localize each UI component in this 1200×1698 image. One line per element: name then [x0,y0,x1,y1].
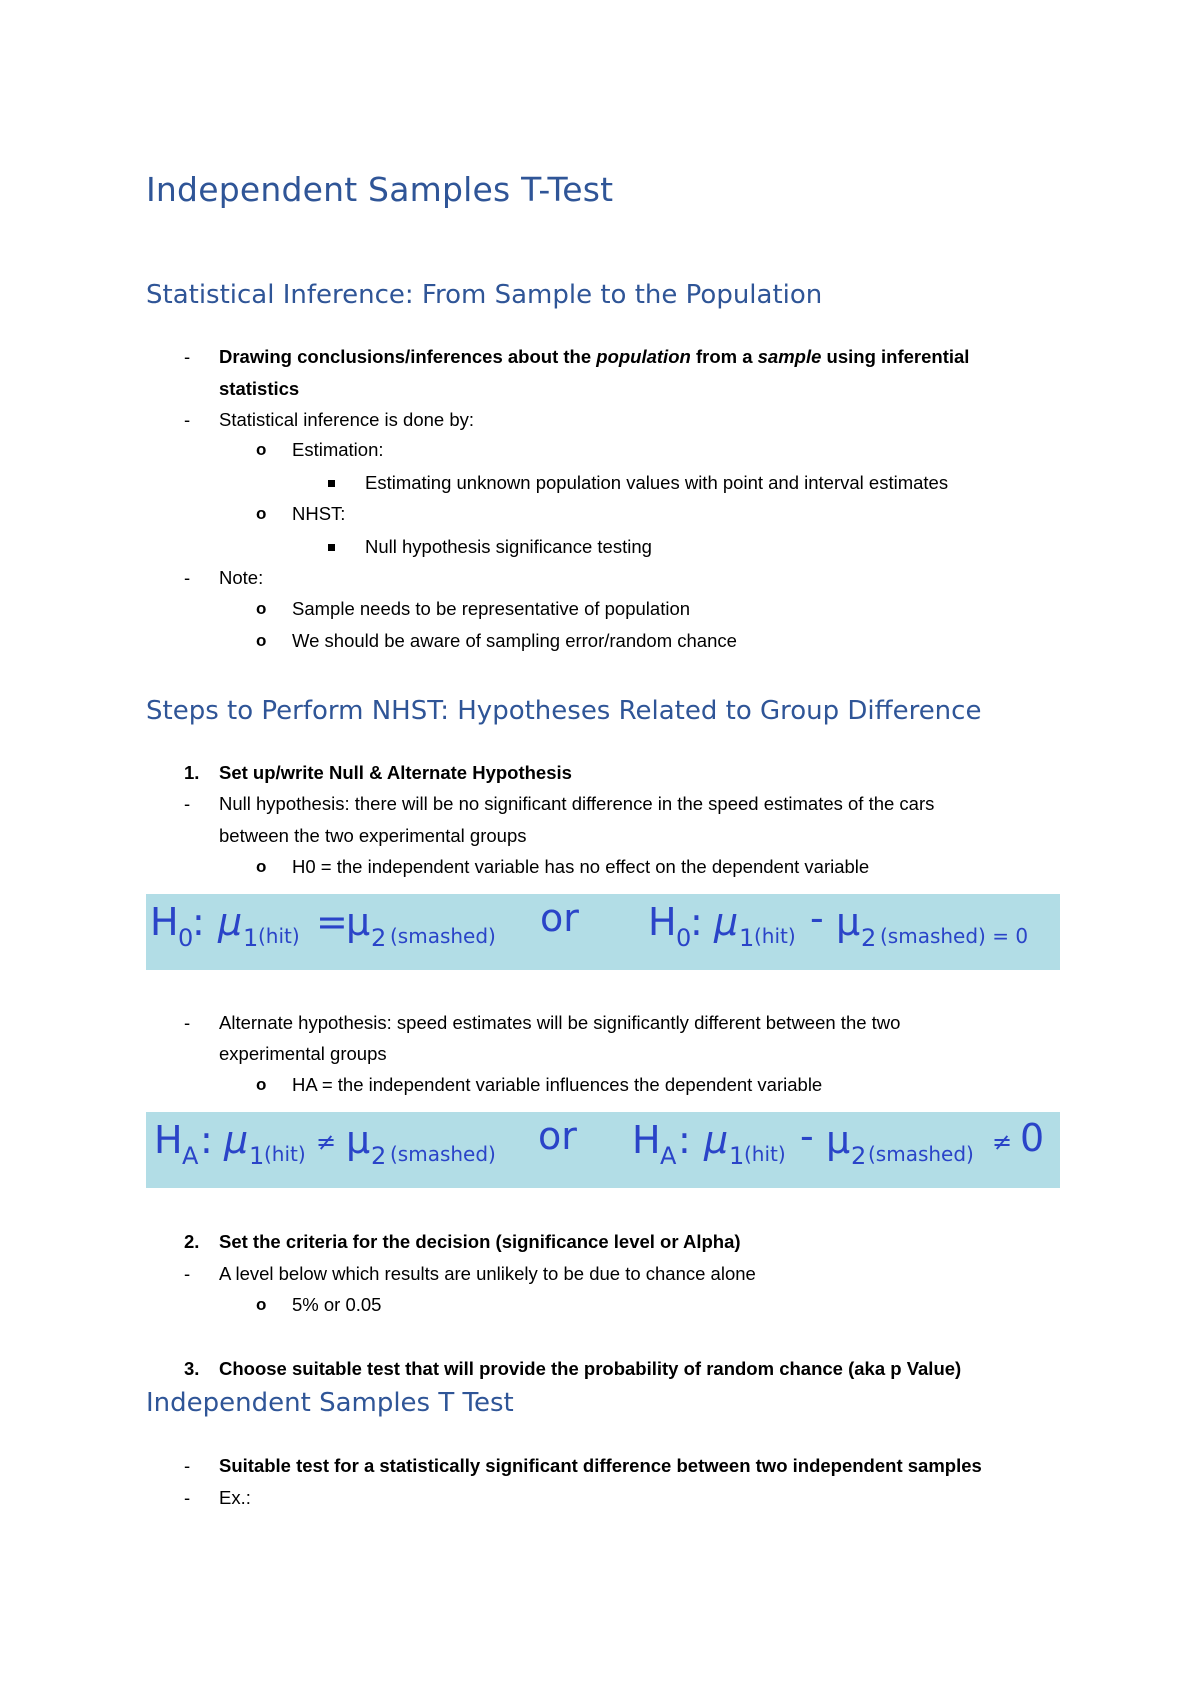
text-segment: Drawing conclusions/inferences about the [219,346,597,367]
step-number: 3. [184,1358,200,1379]
nhst-detail: Null hypothesis significance testing [365,536,652,557]
formula-mu: μ [218,900,243,944]
formula-mu: μ [714,900,739,944]
formula-colon: : [678,1118,691,1162]
alpha-description: A level below which results are unlikely to be due to chance alone [219,1263,756,1284]
formula-or: or [540,896,579,940]
alpha-value: 5% or 0.05 [292,1294,382,1315]
formula-mu: μ [224,1118,249,1162]
ha-description: HA = the independent variable influences the dependent variable [292,1074,823,1095]
circle-bullet: o [256,631,267,650]
formula-h: H [632,1118,661,1162]
formula-subscript: 1 [739,924,755,952]
ttest-bullet-2: Ex.: [219,1487,251,1508]
alt-hypothesis-desc-cont: experimental groups [219,1043,387,1064]
formula-h: H [648,900,677,944]
null-hypothesis-formula [146,894,1060,970]
alternate-hypothesis-formula [146,1112,1060,1188]
note-item-1: Sample needs to be representative of population [292,598,691,619]
formula-colon: : [192,900,205,944]
step-3-title: Choose suitable test that will provide the probability of random chance (aka p Value) [219,1358,962,1379]
square-bullet-icon [328,480,335,487]
formula-group-label: (hit) [754,924,796,948]
inference-bullet-2: Statistical inference is done by: [219,409,475,430]
formula-not-equal: ≠ [316,1128,337,1156]
dash-bullet: - [184,346,191,367]
page-title: Independent Samples T-Test [146,170,614,209]
formula-subscript: 1 [249,1142,265,1170]
formula-mu: μ [346,1118,371,1162]
h0-description: H0 = the independent variable has no effect on the dependent variable [292,856,870,877]
dash-bullet: - [184,1263,191,1284]
formula-subscript: 0 [178,924,194,952]
circle-bullet: o [256,599,267,618]
circle-bullet: o [256,504,267,523]
formula-subscript: 1 [729,1142,745,1170]
estimation-detail: Estimating unknown population values with point and interval estimates [365,472,949,493]
formula-mu: μ [836,900,861,944]
formula-group-label: (smashed) [390,924,496,948]
note-item-2: We should be aware of sampling error/random chance [292,630,737,651]
dash-bullet: - [184,567,191,588]
formula-minus: - [800,1114,814,1158]
formula-subscript: 0 [676,924,692,952]
dash-bullet: - [184,409,191,430]
square-bullet-icon [328,544,335,551]
formula-mu: μ [346,900,371,944]
formula-subscript: 2 [371,924,387,952]
formula-colon: : [200,1118,213,1162]
step-number: 1. [184,762,200,783]
step-1-title: Set up/write Null & Alternate Hypothesis [219,762,572,783]
estimation-label: Estimation: [292,439,384,460]
dash-bullet: - [184,1455,191,1476]
text-segment: using inferential [821,346,970,367]
formula-h: H [154,1118,183,1162]
formula-subscript: A [182,1142,199,1170]
circle-bullet: o [256,1075,267,1094]
formula-equals: = [316,900,348,944]
null-hypothesis-desc-cont: between the two experimental groups [219,825,527,846]
nhst-label: NHST: [292,503,346,524]
ttest-bullet-1: Suitable test for a statistically significant difference between two independent samples [219,1455,982,1476]
formula-colon: : [690,900,703,944]
formula-mu: μ [826,1118,851,1162]
formula-minus: - [810,896,824,940]
circle-bullet: o [256,1295,267,1314]
formula-h: H [150,900,179,944]
text-segment-italic: population [596,346,691,367]
text-segment-italic: sample [757,346,822,367]
inference-bullet-1 [219,345,969,369]
formula-group-label: (hit) [258,924,300,948]
dash-bullet: - [184,1012,191,1033]
circle-bullet: o [256,857,267,876]
formula-subscript: 2 [371,1142,387,1170]
note-label: Note: [219,567,264,588]
formula-subscript: A [660,1142,677,1170]
formula-zero: 0 [1020,1116,1045,1160]
null-hypothesis-desc: Null hypothesis: there will be no significant difference in the speed estimates of the cars [219,793,935,814]
formula-group-label: (hit) [744,1142,786,1166]
section-heading-ttest: Independent Samples T Test [146,1388,514,1418]
formula-group-label: (smashed) [390,1142,496,1166]
section-heading-inference: Statistical Inference: From Sample to the Population [146,280,823,310]
step-number: 2. [184,1231,200,1252]
dash-bullet: - [184,1487,191,1508]
formula-or: or [538,1114,577,1158]
inference-bullet-1-cont: statistics [219,378,300,399]
step-2-title: Set the criteria for the decision (significance level or Alpha) [219,1231,741,1252]
text-segment: from a [690,346,758,367]
formula-group-label: (hit) [264,1142,306,1166]
formula-subscript: 2 [851,1142,867,1170]
formula-mu: μ [704,1118,729,1162]
dash-bullet: - [184,793,191,814]
formula-not-equal: ≠ [992,1128,1013,1156]
formula-subscript: 2 [861,924,877,952]
alt-hypothesis-desc: Alternate hypothesis: speed estimates will be significantly different between the two [219,1012,901,1033]
formula-group-label: (smashed) [868,1142,974,1166]
circle-bullet: o [256,440,267,459]
formula-subscript: 1 [243,924,259,952]
section-heading-steps: Steps to Perform NHST: Hypotheses Related to Group Difference [146,696,982,726]
formula-group-label: (smashed) = 0 [880,924,1029,948]
